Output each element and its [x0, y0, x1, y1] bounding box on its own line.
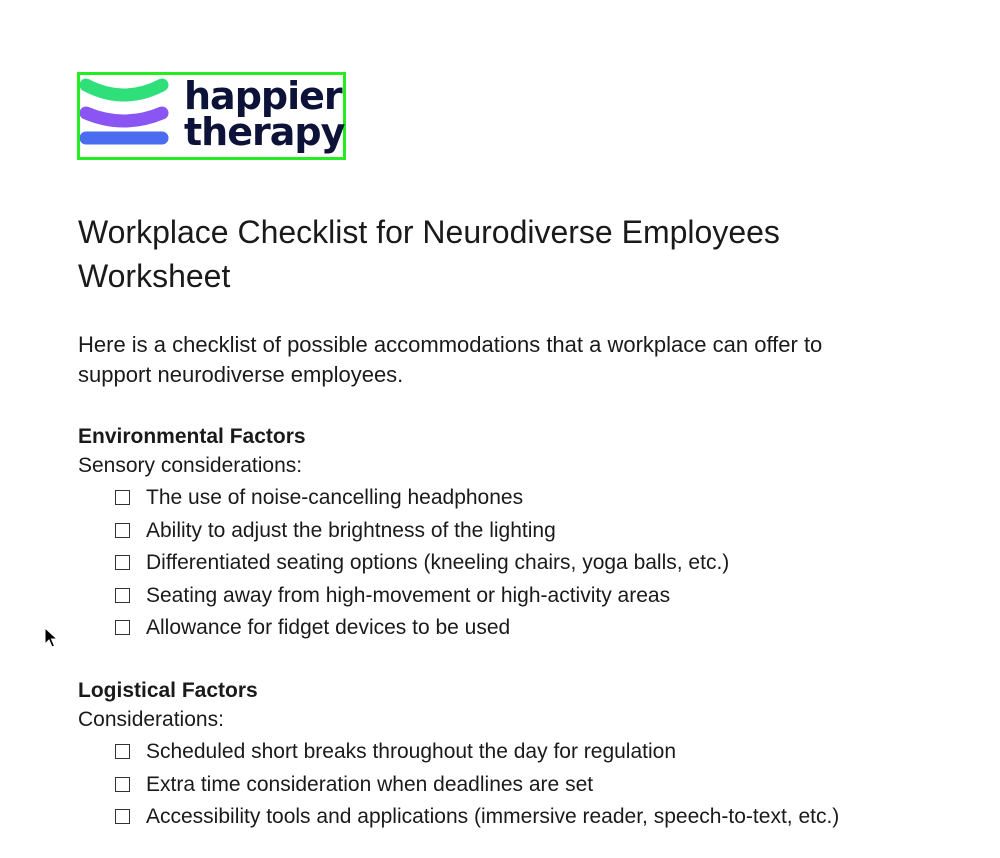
section-heading: Logistical Factors: [78, 679, 258, 702]
checklist-item: [78, 769, 866, 802]
checklist-item: [78, 801, 866, 834]
checklist-item: [78, 482, 866, 515]
checklist-item-label: Differentiated seating options (kneeling chairs, yoga balls, etc.): [146, 551, 730, 574]
section-subheading: Sensory considerations:: [78, 454, 303, 477]
empty-checkbox-icon[interactable]: [115, 523, 130, 538]
empty-checkbox-icon[interactable]: [115, 588, 130, 603]
empty-checkbox-icon[interactable]: [115, 620, 130, 635]
checklist: [78, 736, 918, 834]
checklist-item: [78, 736, 866, 769]
checklist-item-label: Scheduled short breaks throughout the day for regulation: [146, 740, 677, 763]
section-logistical-factors: [78, 676, 918, 834]
checklist-item-label: The use of noise-cancelling headphones: [146, 486, 524, 509]
empty-checkbox-icon[interactable]: [115, 809, 130, 824]
checklist-item: [78, 580, 866, 613]
checklist: [78, 482, 918, 645]
section-environmental-factors: [78, 422, 918, 645]
empty-checkbox-icon[interactable]: [115, 777, 130, 792]
checklist-item: [78, 612, 866, 645]
checklist-item-label: Accessibility tools and applications (immersive reader, speech-to-text, etc.): [146, 805, 840, 828]
logo-word-happier: happier: [184, 74, 342, 118]
happier-therapy-logo: [77, 72, 346, 160]
checklist-item-label: Seating away from high-movement or high-activity areas: [146, 583, 671, 607]
empty-checkbox-icon[interactable]: [115, 744, 130, 759]
empty-checkbox-icon[interactable]: [115, 490, 130, 505]
checklist-item-label: Ability to adjust the brightness of the lighting: [146, 518, 556, 542]
checklist-item: [78, 515, 866, 548]
checklist-item: [78, 547, 866, 580]
section-heading: Environmental Factors: [78, 425, 306, 448]
intro-paragraph: Here is a checklist of possible accommodations that a workplace can offer to support neurodiverse employees.: [78, 332, 823, 387]
empty-checkbox-icon[interactable]: [115, 555, 130, 570]
section-subheading: Considerations:: [78, 708, 224, 731]
checklist-item-label: Extra time consideration when deadlines are set: [146, 772, 594, 796]
mouse-pointer-icon: [44, 627, 58, 649]
logo-word-therapy: therapy: [184, 110, 345, 154]
page-title: Workplace Checklist for Neurodiverse Employees Worksheet: [78, 214, 780, 294]
checklist-item-label: Allowance for fidget devices to be used: [146, 616, 511, 639]
